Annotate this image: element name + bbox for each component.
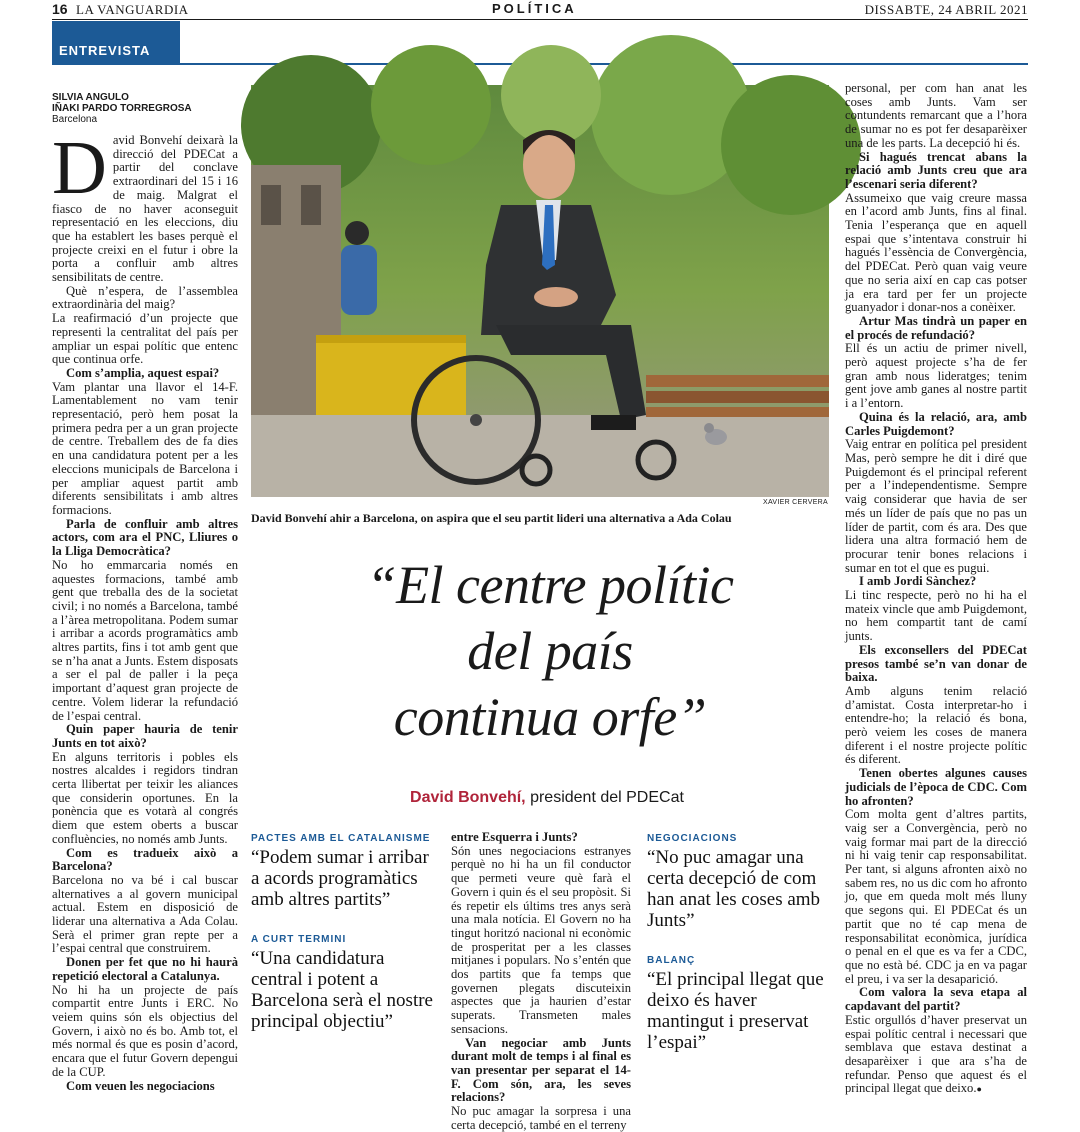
question-paragraph: entre Esquerra i Junts? xyxy=(451,830,578,844)
column-5 xyxy=(845,82,1027,1104)
kicker-label: ENTREVISTA xyxy=(59,43,151,58)
column-4 xyxy=(647,833,832,1053)
answer-paragraph: No puc amagar la sorpresa i una certa decepció, també en el terreny xyxy=(451,1104,631,1132)
answer-paragraph: Vaig entrar en política pel president Mas, però sempre he dit i diré que Puigdemont és el principal referent per a l’independentisme. Sempre vaig considerar que havia de ser més un líder de país que no pas un líder de partit, com és ara. Des que lidera una altra formació hem de procurar tenir bones relacions i sumar en tot el que es pugui. xyxy=(845,437,1027,575)
publication-name: LA VANGUARDIA xyxy=(76,2,189,17)
author-1: SILVIA ANGULO xyxy=(52,92,129,103)
question-paragraph: Quina és la relació, ara, amb Carles Puigdemont? xyxy=(845,409,1027,438)
pull-quote-label: PACTES AMB EL CATALANISME xyxy=(251,833,431,844)
photo-caption: David Bonvehí ahir a Barcelona, on aspira que el seu partit lideri una alternativa a Ada Colau xyxy=(251,511,732,525)
answer-paragraph: Vam plantar una llavor el 14-F. Lamentablement no vam tenir representació, però hem posat la primera pedra per a un gran projecte de centre. Treballem des de fa dies en una candidatura potent per a les eleccions municipals de Barcelona i per ampliar aquest partit amb diferents sensibilitats i amb altres formacions. xyxy=(52,379,238,517)
question-paragraph: Si hagués trencat abans la relació amb Junts creu que ara l’escenari seria diferent? xyxy=(845,149,1027,191)
answer-paragraph: Estic orgullós d’haver preservat un espai polític central i necessari que semblava que estava destinat a desaparèixer i que ara s’ha de refundar. Penso que aquest és el principal llegat que deixo. xyxy=(845,1012,1027,1096)
kicker-box xyxy=(52,21,180,63)
subject-name: David Bonvehí, xyxy=(410,789,526,806)
question-paragraph: Artur Mas tindrà un paper en el procés de refundació? xyxy=(845,313,1027,342)
answer-paragraph: Assumeixo que vaig creure massa en l’acord amb Junts, fins al final. Tenia l’esperança que en aquell espai que s’intentava construir hi hagués l’essència de Convergència, del PDECat. Però quan vaig veure que no seria així en cap cas potser ja era tard per fer un projecte guanyador i donar-nos a conèixer. xyxy=(845,190,1027,315)
page-number: 16 xyxy=(52,1,68,17)
answer-paragraph: Ell és un actiu de primer nivell, però aquest projecte s’ha de fer gran amb nous lideratges; tenim gent jove amb ganes al nostre partit i a l’entorn. xyxy=(845,341,1027,411)
question-paragraph: Parla de confluir amb altres actors, com ara el PNC, Lliures o la Lliga Democràtica? xyxy=(52,516,238,559)
subject-role: president del PDECat xyxy=(525,789,684,806)
pull-quote-label: NEGOCIACIONS xyxy=(647,833,738,844)
section-name: POLÍTICA xyxy=(492,1,577,16)
headline-line-3: continua orfe” xyxy=(393,687,707,747)
column-3 xyxy=(451,830,631,1132)
question-paragraph: Com s’amplia, aquest espai? xyxy=(66,365,220,380)
headline-line-1: “El centre polític xyxy=(366,555,734,615)
question-paragraph: Com valora la seva etapa al capdavant del partit? xyxy=(845,985,1027,1014)
pull-quote: “Una candidatura central i potent a Barcelona serà el nostre principal objectiu” xyxy=(251,948,433,1032)
page-header xyxy=(52,0,1028,20)
lead-paragraph: avid Bonvehí deixarà la direcció del PDECat a partir del conclave extraordinari del 15 i 16 de maig. Malgrat el fiasco de no haver aconseguit representació en les eleccions, diu que ha establert les bases perquè el projecte creixi en el futur i obre la porta a confluir amb altres sensibilitats de centre. xyxy=(52,133,238,285)
question-paragraph: Com es tradueix això a Barcelona? xyxy=(52,845,238,874)
answer-paragraph: La reafirmació d’un projecte que representi la centralitat del país per ampliar un espai polític que entenc que continua orfe. xyxy=(52,311,238,367)
answer-paragraph: personal, per com han anat les coses amb Junts. Vam ser contundents remarcant que a l’hora de sumar no es pot fer desaparèixer una de les parts. La decepció hi és. xyxy=(845,81,1027,150)
question-paragraph: Quin paper hauria de tenir Junts en tot això? xyxy=(52,722,238,750)
photo-credit: XAVIER CERVERA xyxy=(762,499,828,506)
headline-line-2: del país xyxy=(467,621,633,681)
answer-paragraph: Són unes negociacions estranyes perquè no hi ha un fil conductor que permeti veure què farà el Govern i quin és el seu propòsit. Si és repetir els últims tres anys serà una mala notícia. El Govern no ha tingut horitzó nacional ni econòmic de prosperitat per a les classes mitjanes i populars. No s’entén que dos partits que fa temps que governen plegats discuteixin aspectes que ja haurien d’estar superats. Transmeten males sensacions. xyxy=(451,843,631,1036)
answer-paragraph: Com molta gent d’altres partits, vaig ser a Convergència, però no vaig formar mai part de la direcció ni hi vaig tenir cap responsabilitat. Per tant, si alguns afronten això no sabem res, no us dic com ho afronto jo, que em queda molt més lluny que segons qui. El PDECat és un partit que no té cap mena de responsabilitat econòmica, jurídica o penal en el que es va fer a CDC, que no està bé. CDC ja en va pagar el preu, i va ser la desaparició. xyxy=(845,807,1027,986)
question-paragraph: I amb Jordi Sànchez? xyxy=(859,574,977,589)
answer-paragraph: En alguns territoris i pobles els nostres alcaldes i regidors tindran certa llibertat per teixir les aliances que considerin oportunes. En la ponència que es votarà al congrés diem que estem oberts a buscar confluències, no només amb Junts. xyxy=(52,749,238,846)
author-2: IÑAKI PARDO TORREGROSA xyxy=(52,103,192,114)
pull-quote-label: A CURT TERMINI xyxy=(251,934,347,945)
answer-paragraph: Amb alguns tenim relació d’amistat. Costa interpretar-ho i entendre-ho; la relació és bona, però veiem les coses de manera diferent i el nostre projecte polític és diferent. xyxy=(845,683,1027,767)
byline-place: Barcelona xyxy=(52,114,98,125)
headline xyxy=(290,552,810,750)
answer-paragraph: Li tinc respecte, però no hi ha el mateix vincle que amb Puigdemont, no hem compartit tant de camí junts. xyxy=(845,588,1027,644)
answer-paragraph: No hi ha un projecte de país compartit entre Junts i ERC. No veiem quins són els objectius del Govern, i això no és bo. Amb tot, el més normal és que es posin d’acord, encara que el futur Govern depengui de la CUP. xyxy=(52,982,238,1079)
drop-cap: D xyxy=(52,126,107,210)
pull-quote: “Podem sumar i arribar a acords programàtics amb altres partits” xyxy=(251,847,429,910)
question-paragraph: Els exconsellers del PDECat presos també se’n van donar de baixa. xyxy=(845,642,1027,685)
pull-quote: “No puc amagar una certa decepció de com han anat les coses amb Junts” xyxy=(647,847,821,931)
question-paragraph: Van negociar amb Junts durant molt de temps i al final es van presentar per separat el 14-F. Com són, ara, les seves relacions? xyxy=(451,1035,631,1105)
issue-date: DISSABTE, 24 ABRIL 2021 xyxy=(864,2,1028,17)
answer-paragraph: Barcelona no va bé i cal buscar alternatives a al govern municipal actual. Estem en disposició de liderar una alternativa a Ada Colau. Serà el primer gran repte per a l’espai central que construirem. xyxy=(52,872,238,956)
end-mark: ● xyxy=(976,1084,982,1095)
question-paragraph: Donen per fet que no hi haurà repetició electoral a Catalunya. xyxy=(52,955,238,983)
pull-quote: “El principal llegat que deixo és haver mantingut i preservat l’espai” xyxy=(647,969,824,1053)
column-2 xyxy=(251,833,436,1032)
answer-paragraph: Què n’espera, de l’assemblea extraordinària del maig? xyxy=(52,283,238,312)
header-rule xyxy=(52,19,1028,20)
column-1 xyxy=(52,126,238,1102)
pull-quote-label: BALANÇ xyxy=(647,955,696,966)
photo xyxy=(251,85,829,497)
photo-illustration xyxy=(251,85,829,497)
answer-paragraph: No ho emmarcaria només en aquestes formacions, també amb gent que treballa des de la societat civil; i no només a Barcelona, també a l’àrea metropolitana. Podem sumar i arribar a acords programàtics amb altres partits, fins i tot amb gent que se n’ha anat a Junts. Estem disposats a ser el pal de paller i la peça important d’aquest gran projecte de centre. Volem liderar la refundació de l’espai central. xyxy=(52,557,238,723)
question-paragraph: Tenen obertes algunes causes judicials de l’època de CDC. Com ho afronten? xyxy=(845,766,1027,808)
question-paragraph: Com veuen les negociacions xyxy=(66,1078,215,1093)
subject-line xyxy=(251,789,843,807)
byline xyxy=(52,92,242,125)
